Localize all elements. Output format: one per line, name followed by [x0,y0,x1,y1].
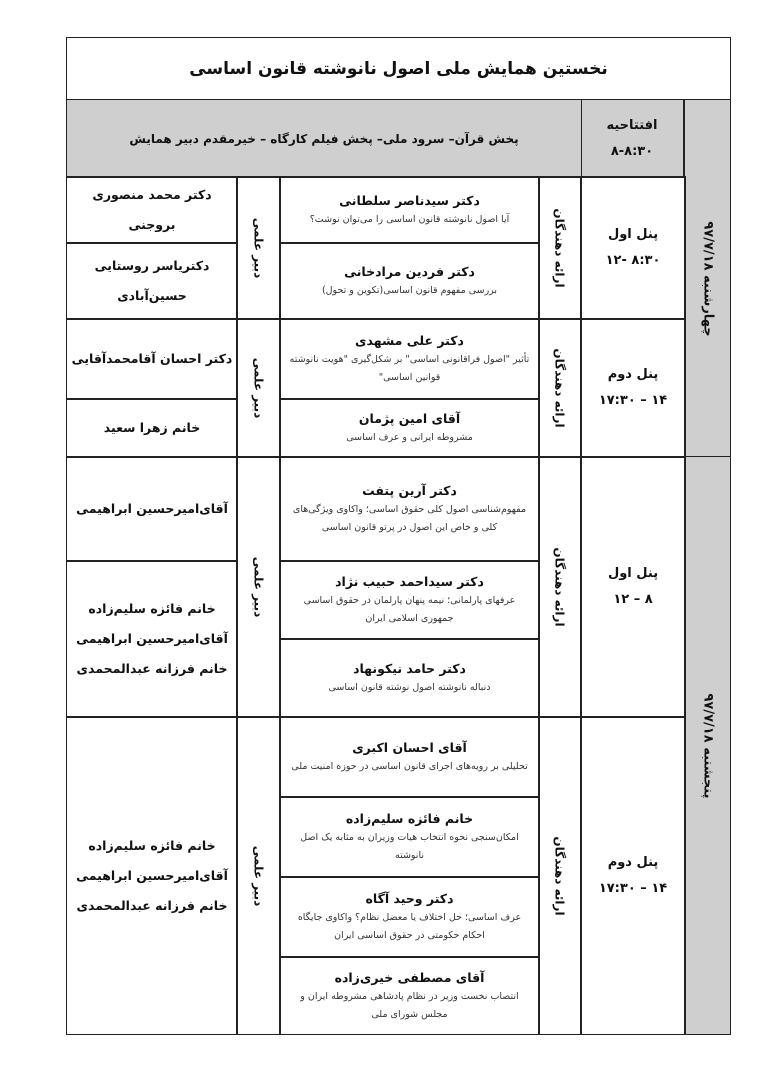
chair-cell [66,456,238,562]
chair-role-label: دبیر علمی [251,217,266,279]
chair-role-cell [236,176,281,320]
presenter-name: دکتر سیدناصر سلطانی [339,193,480,208]
day-cell [684,456,731,1035]
chair-role-label: دبیر علمی [251,357,266,419]
day-date: ۹۷/۷/۱۸ [700,693,716,743]
panel-title: پنل اول [607,566,659,581]
presenter-name: دکتر حامد نیکونهاد [353,661,466,676]
panel-time-cell [580,716,686,1035]
panel-time-cell [580,318,686,458]
chair-cell [66,560,238,718]
panel-time: ۸ – ۱۲ [613,592,653,607]
presenter-name: دکتر فردین مرادخانی [344,264,475,279]
chair-name: دکتر احسان آقامحمدآقایی [71,351,233,366]
page-title-text: نخستین همایش ملی اصول نانوشته قانون اساسی [189,59,608,79]
chair-name: خانم فائزه سلیم‌زاده آقای‌امیرحسین ابراهیمی خانم فرزانه عبدالمحمدی [76,837,228,913]
day-cell [684,99,731,458]
panel-time: ۱۴ – ۱۷:۳۰ [598,393,668,408]
talk-cell [279,796,540,878]
chair-cell [66,176,238,244]
panel-title: پنل دوم [607,854,659,870]
chair-role-cell [236,716,281,1035]
presenter-name: دکتر علی مشهدی [355,333,464,348]
presenters-role-label: ارائه دهندگان [552,348,567,428]
presenter-name: آقای احسان اکبری [352,740,467,755]
talk-topic: عرف اساسی؛ حل اختلاف یا معضل نظام؟ واکاوی جایگاه احکام حکومتی در حقوق اساسی ایران [297,912,522,941]
day-label [696,693,720,798]
talk-topic: تأثیر "اصول فراقانونی اساسی" بر شکل‌گیری "هویت نانوشته قوانین اساسی" [289,354,530,383]
page-title [66,37,731,101]
talk-topic: انتصاب نخست وزیر در نظام پادشاهی مشروطه ایران و مجلس شورای ملی [300,990,519,1020]
chair-cell [66,398,238,458]
talk-cell [279,242,540,320]
chair-name: خانم زهرا سعید [103,420,201,435]
presenter-name: دکتر آرین پتفت [362,483,457,498]
chair-name: دکتر محمد منصوری بروجنی [92,187,212,232]
talk-cell [279,876,540,958]
talk-topic: بررسی مفهوم قانون اساسی(تکوین و تحول) [321,285,498,296]
chair-cell [66,242,238,320]
presenters-role-cell [538,176,582,320]
presenters-role-cell [538,716,582,1035]
panel-time: ۱۴ – ۱۷:۳۰ [598,880,668,896]
day-date: ۹۷/۷/۱۸ [700,220,716,271]
presenter-name: آقای مصطفی خیری‌زاده [334,969,485,985]
opening-program: پخش قرآن– سرود ملی– پخش فیلم کارگاه – خیرمقدم دبیر همایش [129,131,519,146]
talk-topic: امکان‌سنجی نحوه انتخاب هیات وزیران به مثابه یک اصل نانوشته [300,832,519,861]
opening-label: افتتاحیه [606,117,658,133]
opening-time-cell [580,99,684,178]
talk-topic: عرفهای پارلمانی؛ نیمه پنهان پارلمان در حقوق اساسی جمهوری اسلامی ایران [303,595,516,624]
chair-cell [66,318,238,400]
day-name: چهارشنبه [700,274,716,337]
presenter-name: دکتر سیداحمد حبیب نژاد [335,574,484,589]
chair-role-label: دبیر علمی [251,845,266,906]
talk-cell [279,560,540,640]
chair-role-cell [236,456,281,718]
presenter-name: دکتر وحید آگاه [365,891,454,906]
panel-time: ۸:۳۰ -۱۲ [605,253,661,268]
chair-cell [66,716,238,1035]
talk-topic: مشروطه ایرانی و عرف اساسی [346,432,473,443]
talk-topic: دنباله نانوشته اصول نوشته قانون اساسی [328,682,491,693]
presenters-role-cell [538,456,582,718]
day-name: پنجشنبه [700,746,716,798]
chair-name: آقای‌امیرحسین ابراهیمی [76,501,228,516]
panel-time-cell [580,456,686,718]
talk-cell [279,716,540,798]
talk-cell [279,956,540,1035]
day-label [696,221,720,336]
talk-cell [279,176,540,244]
opening-time: ۸-۸:۳۰ [610,143,654,159]
talk-cell [279,638,540,718]
talk-cell [279,398,540,458]
presenters-role-label: ارائه دهندگان [552,208,567,288]
talk-topic: آیا اصول نانوشته قانون اساسی را می‌توان نوشت؟ [309,214,510,225]
chair-role-cell [236,318,281,458]
panel-time-cell [580,176,686,320]
presenters-role-label: ارائه دهندگان [552,547,567,627]
chair-role-label: دبیر علمی [251,556,266,618]
talk-cell [279,456,540,562]
talk-topic: تحلیلی بر رویه‌های اجرای قانون اساسی در حوزه امنیت ملی [291,761,528,772]
presenter-name: آقای امین پژمان [358,411,461,426]
presenters-role-label: ارائه دهندگان [552,835,567,916]
chair-name: خانم فائزه سلیم‌زاده آقای‌امیرحسین ابراهیمی خانم فرزانه عبدالمحمدی [76,601,228,676]
opening-program-cell [66,99,582,178]
talk-topic: مفهوم‌شناسی اصول کلی حقوق اساسی؛ واکاوی ویژگی‌های کلی و خاص این اصول در پرتو قانون اساسی [292,504,527,533]
chair-name: دکتریاسر روستایی حسین‌آبادی [94,258,210,303]
presenters-role-cell [538,318,582,458]
talk-cell [279,318,540,400]
presenter-name: خانم فائزه سلیم‌زاده [345,811,474,826]
panel-title: پنل دوم [607,367,659,382]
panel-title: پنل اول [607,227,659,242]
